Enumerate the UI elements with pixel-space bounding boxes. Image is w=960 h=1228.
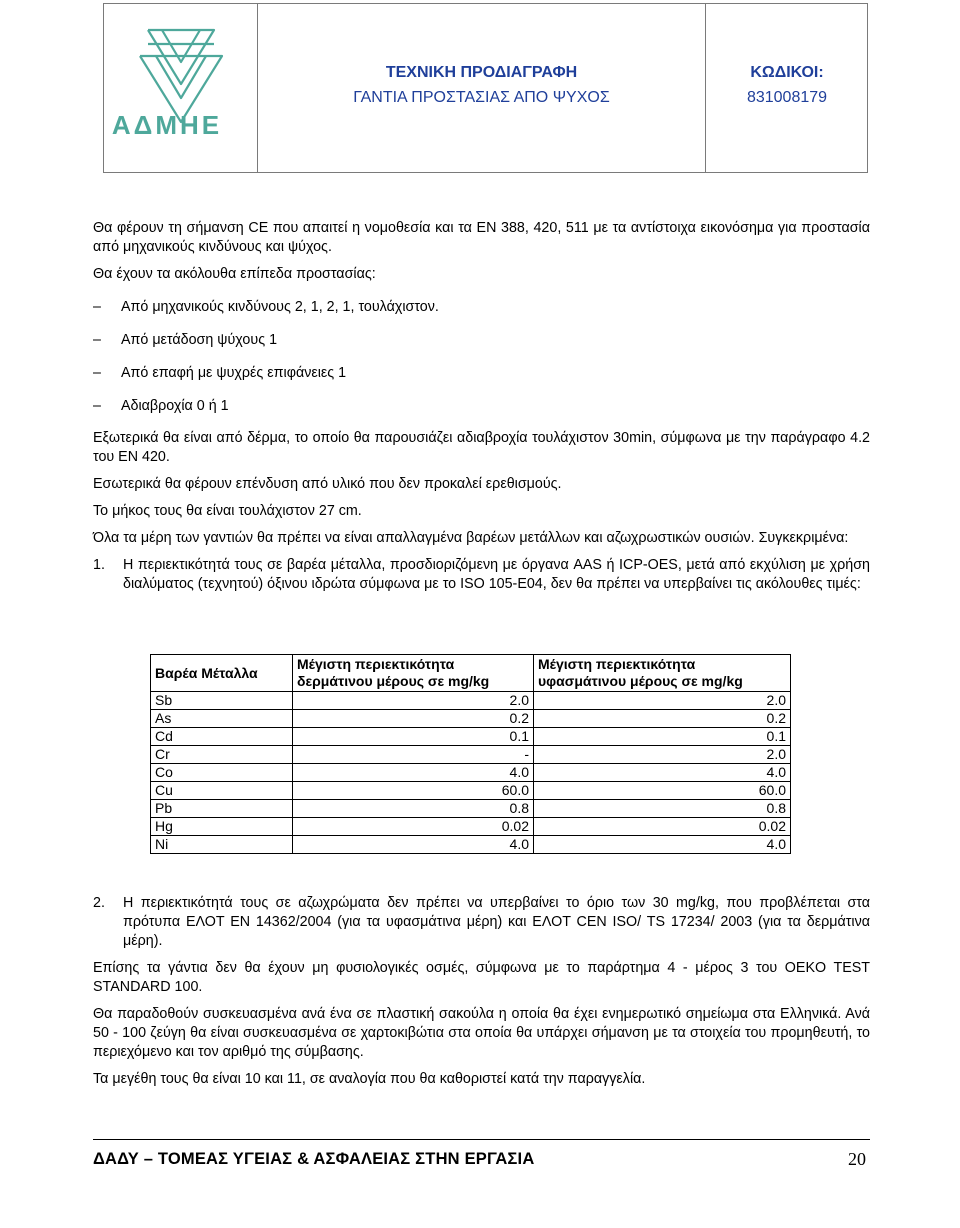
document-header	[103, 3, 868, 173]
table-row	[151, 692, 791, 710]
fabric-value: 4.0	[534, 836, 791, 854]
leather-value: 0.1	[293, 728, 534, 746]
paragraph-sizes: Τα μεγέθη τους θα είναι 10 και 11, σε αναλογία που θα καθοριστεί κατά την παραγγελία.	[93, 1071, 646, 1087]
metal-name: Hg	[151, 818, 293, 836]
fabric-value: 0.02	[534, 818, 791, 836]
list-item-text: Από επαφή με ψυχρές επιφάνειες 1	[121, 365, 347, 381]
paragraph-exterior: Εξωτερικά θα είναι από δέρμα, το οποίο θα παρουσιάζει αδιαβροχία τουλάχιστον 30min, σύμφωνα με την παράγραφο 4.2 του ΕΝ 420.	[93, 430, 870, 465]
table-row	[151, 782, 791, 800]
table-header: Μέγιστη περιεκτικότητα υφασμάτινου μέρους σε mg/kg	[534, 655, 791, 692]
metal-name: Cr	[151, 746, 293, 764]
table-row	[151, 800, 791, 818]
table-row	[151, 818, 791, 836]
leather-value: 2.0	[293, 692, 534, 710]
codes-label: ΚΩΔΙΚΟΙ:	[750, 64, 824, 81]
list-item	[93, 298, 870, 317]
fabric-value: 0.8	[534, 800, 791, 818]
fabric-value: 60.0	[534, 782, 791, 800]
leather-value: 60.0	[293, 782, 534, 800]
paragraph-heavy-metals-intro: Όλα τα μέρη των γαντιών θα πρέπει να είναι απαλλαγμένα βαρέων μετάλλων και αζωχρωστικών ουσιών. Συγκεκριμένα:	[93, 530, 849, 546]
item-number: 2.	[93, 895, 105, 911]
metal-name: Cd	[151, 728, 293, 746]
table-header: Βαρέα Μέταλλα	[151, 655, 293, 692]
leather-value: 4.0	[293, 836, 534, 854]
list-item-text: Από μετάδοση ψύχους 1	[121, 332, 278, 348]
document-body	[93, 219, 870, 594]
fabric-value: 0.1	[534, 728, 791, 746]
metal-name: Pb	[151, 800, 293, 818]
list-item	[93, 397, 870, 416]
leather-value: 0.02	[293, 818, 534, 836]
table-header: Μέγιστη περιεκτικότητα δερμάτινου μέρους σε mg/kg	[293, 655, 534, 692]
table-row	[151, 836, 791, 854]
logo-text: ΑΔΜΗΕ	[111, 110, 223, 140]
paragraph-odours: Επίσης τα γάντια δεν θα έχουν μη φυσιολογικές οσμές, σύμφωνα με το παράρτημα 4 - μέρος 3 του OEKO TEST STANDARD 100.	[93, 960, 870, 995]
paragraph-packaging: Θα παραδοθούν συσκευασμένα ανά ένα σε πλαστική σακούλα η οποία θα έχει ενημερωτικό σημείωμα στα Ελληνικά. Ανά 50 - 100 ζεύγη θα είναι συσκευασμένα σε χαρτοκιβώτια στα οποία θα υπάρχει σήμανση με τα στοιχεία του προμηθευτή, το περιεχόμενο και τον αριθμό της σύμβασης.	[93, 1006, 870, 1060]
fabric-value: 4.0	[534, 764, 791, 782]
leather-value: -	[293, 746, 534, 764]
spec-title-line1: ΤΕΧΝΙΚΗ ΠΡΟΔΙΑΓΡΑΦΗ	[385, 64, 578, 81]
codes-block	[706, 60, 868, 110]
table-row	[151, 764, 791, 782]
dash-bullet: –	[93, 299, 101, 315]
dash-bullet: –	[93, 365, 101, 381]
metal-name: Ni	[151, 836, 293, 854]
metal-name: Sb	[151, 692, 293, 710]
leather-value: 0.8	[293, 800, 534, 818]
page-number: 20	[848, 1149, 866, 1169]
item-text: Η περιεκτικότητά τους σε αζωχρώματα δεν πρέπει να υπερβαίνει το όριο των 30 mg/kg, που προβλέπεται στα πρότυπα ΕΛΟΤ ΕΝ 14362/2004 (για τα υφασμάτινα μέρη) και ΕΛΟΤ CEN ISO/ TS 17234/ 2003 (για τα δερμάτινα μέρη).	[123, 895, 870, 949]
list-item-text: Αδιαβροχία 0 ή 1	[121, 398, 229, 414]
footer-text: ΔΑΔΥ – ΤΟΜΕΑΣ ΥΓΕΙΑΣ & ΑΣΦΑΛΕΙΑΣ ΣΤΗΝ ΕΡΓΑΣΙΑ	[93, 1150, 535, 1168]
list-item	[93, 364, 870, 383]
metal-name: Co	[151, 764, 293, 782]
table-row	[151, 746, 791, 764]
table-row	[151, 710, 791, 728]
metal-name: As	[151, 710, 293, 728]
leather-value: 0.2	[293, 710, 534, 728]
item-number: 1.	[93, 557, 105, 573]
numbered-item-1	[93, 556, 870, 594]
numbered-item-2	[93, 894, 870, 951]
leather-value: 4.0	[293, 764, 534, 782]
paragraph-ce-marking: Θα φέρουν τη σήμανση CE που απαιτεί η νομοθεσία και τα ΕΝ 388, 420, 511 με τα αντίστοιχα εικονόσημα για προστασία από μηχανικούς κινδύνους και ψύχος.	[93, 220, 870, 255]
metal-name: Cu	[151, 782, 293, 800]
paragraph-interior: Εσωτερικά θα φέρουν επένδυση από υλικό που δεν προκαλεί ερεθισμούς.	[93, 476, 562, 492]
heavy-metals-table	[150, 654, 791, 854]
table-row	[151, 728, 791, 746]
fabric-value: 0.2	[534, 710, 791, 728]
list-item-text: Από μηχανικούς κινδύνους 2, 1, 2, 1, τουλάχιστον.	[121, 299, 439, 315]
footer-divider	[93, 1139, 870, 1140]
fabric-value: 2.0	[534, 692, 791, 710]
item-text: Η περιεκτικότητά τους σε βαρέα μέταλλα, προσδιοριζόμενη με όργανα AAS ή ICP-OES, μετά από εκχύλιση με χρήση διαλύματος (τεχνητού) όξινου ιδρώτα σύμφωνα με το ISO 105-E04, δεν θα πρέπει να υπερβαίνει τις ακόλουθες τιμές:	[123, 557, 870, 592]
dash-bullet: –	[93, 332, 101, 348]
document-body-continued	[93, 894, 870, 1089]
spec-title-line2: ΓΑΝΤΙΑ ΠΡΟΣΤΑΣΙΑΣ ΑΠΟ ΨΥΧΟΣ	[353, 89, 610, 106]
paragraph-length: Το μήκος τους θα είναι τουλάχιστον 27 cm.	[93, 503, 362, 519]
list-item	[93, 331, 870, 350]
dash-bullet: –	[93, 398, 101, 414]
codes-value: 831008179	[746, 89, 828, 106]
spec-title	[258, 60, 705, 110]
fabric-value: 2.0	[534, 746, 791, 764]
paragraph-protection-intro: Θα έχουν τα ακόλουθα επίπεδα προστασίας:	[93, 266, 376, 282]
table-header-row	[151, 655, 791, 692]
